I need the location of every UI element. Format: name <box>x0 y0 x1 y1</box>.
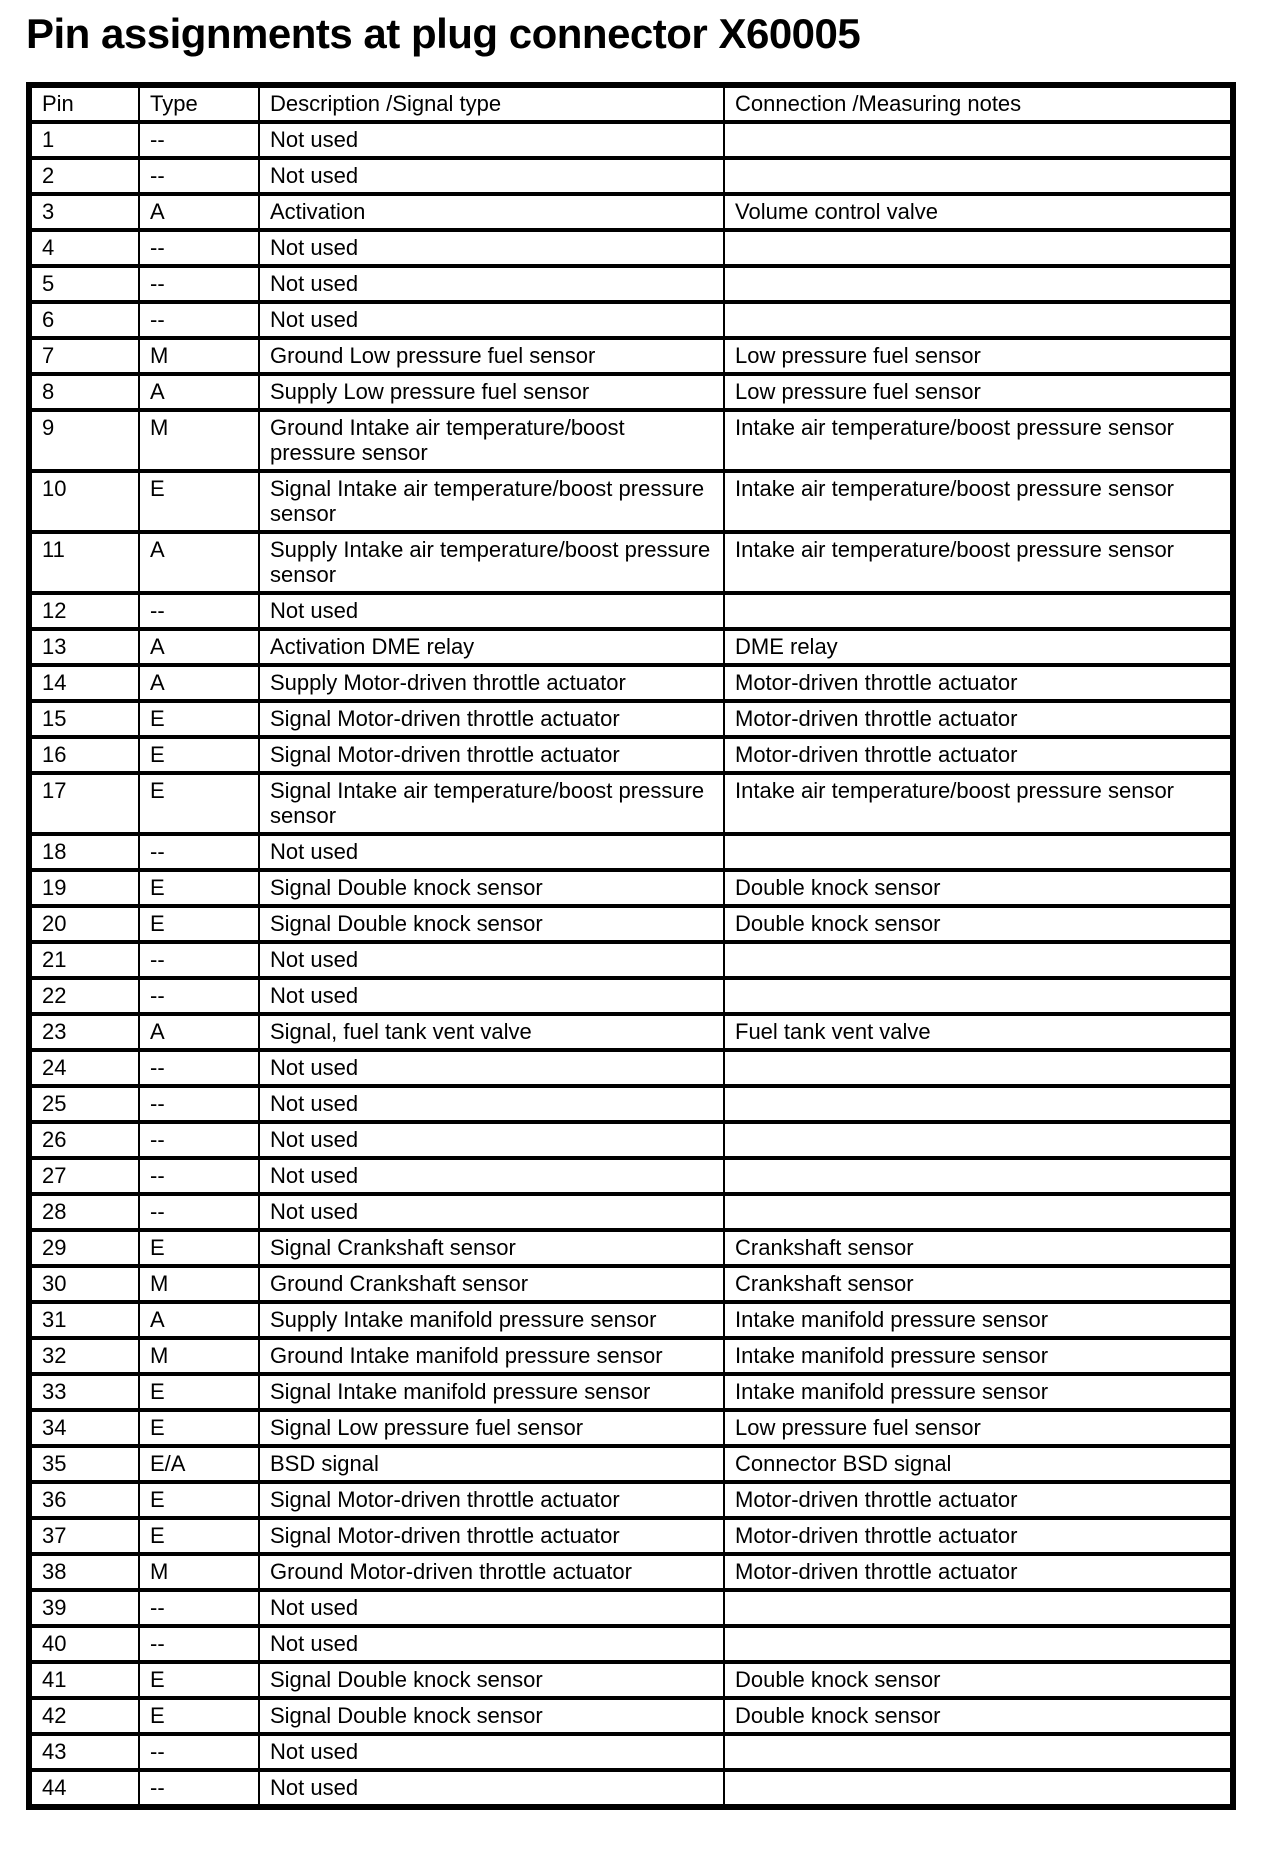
pin-cell: 8 <box>29 374 139 410</box>
pin-cell: 4 <box>29 230 139 266</box>
pin-cell: 7 <box>29 338 139 374</box>
type-cell: E <box>139 1410 259 1446</box>
table-row <box>29 1734 1233 1770</box>
table-row <box>29 1374 1233 1410</box>
description-cell: Not used <box>259 1050 724 1086</box>
table-row <box>29 773 1233 834</box>
description-cell: Signal Double knock sensor <box>259 870 724 906</box>
description-cell: Signal Motor-driven throttle actuator <box>259 1482 724 1518</box>
description-cell: Not used <box>259 266 724 302</box>
pin-cell: 38 <box>29 1554 139 1590</box>
type-cell: M <box>139 338 259 374</box>
table-row <box>29 532 1233 593</box>
connection-cell: Motor-driven throttle actuator <box>724 1482 1233 1518</box>
type-cell: -- <box>139 302 259 338</box>
type-cell: -- <box>139 593 259 629</box>
table-row <box>29 906 1233 942</box>
connection-cell: Motor-driven throttle actuator <box>724 1518 1233 1554</box>
type-cell: E <box>139 1230 259 1266</box>
pin-cell: 19 <box>29 870 139 906</box>
description-cell: Not used <box>259 230 724 266</box>
description-cell: Signal Motor-driven throttle actuator <box>259 701 724 737</box>
type-cell: A <box>139 629 259 665</box>
type-cell: -- <box>139 122 259 158</box>
pin-cell: 22 <box>29 978 139 1014</box>
connection-cell: Motor-driven throttle actuator <box>724 1554 1233 1590</box>
connection-cell <box>724 266 1233 302</box>
pin-cell: 14 <box>29 665 139 701</box>
type-cell: -- <box>139 942 259 978</box>
description-cell: BSD signal <box>259 1446 724 1482</box>
connection-cell: Double knock sensor <box>724 1662 1233 1698</box>
connection-cell: Motor-driven throttle actuator <box>724 665 1233 701</box>
connection-cell: Fuel tank vent valve <box>724 1014 1233 1050</box>
type-cell: A <box>139 532 259 593</box>
table-row <box>29 942 1233 978</box>
connection-cell <box>724 834 1233 870</box>
table-row <box>29 1266 1233 1302</box>
pin-cell: 30 <box>29 1266 139 1302</box>
description-cell: Not used <box>259 1734 724 1770</box>
column-header: Connection /Measuring notes <box>724 85 1233 122</box>
connection-cell <box>724 1194 1233 1230</box>
table-row <box>29 834 1233 870</box>
pin-cell: 28 <box>29 1194 139 1230</box>
type-cell: -- <box>139 1194 259 1230</box>
pin-cell: 42 <box>29 1698 139 1734</box>
pin-cell: 24 <box>29 1050 139 1086</box>
description-cell: Not used <box>259 1770 724 1807</box>
connection-cell: Intake air temperature/boost pressure sensor <box>724 471 1233 532</box>
type-cell: M <box>139 410 259 471</box>
connection-cell: Motor-driven throttle actuator <box>724 737 1233 773</box>
type-cell: E <box>139 701 259 737</box>
table-row <box>29 158 1233 194</box>
table-row <box>29 1518 1233 1554</box>
description-cell: Signal Double knock sensor <box>259 906 724 942</box>
connection-cell <box>724 978 1233 1014</box>
pin-cell: 11 <box>29 532 139 593</box>
table-row <box>29 593 1233 629</box>
connection-cell: Crankshaft sensor <box>724 1230 1233 1266</box>
pin-cell: 40 <box>29 1626 139 1662</box>
connection-cell <box>724 122 1233 158</box>
pin-cell: 43 <box>29 1734 139 1770</box>
table-row <box>29 1698 1233 1734</box>
type-cell: -- <box>139 1734 259 1770</box>
pin-cell: 27 <box>29 1158 139 1194</box>
type-cell: E <box>139 1662 259 1698</box>
description-cell: Supply Intake manifold pressure sensor <box>259 1302 724 1338</box>
connection-cell: Intake manifold pressure sensor <box>724 1302 1233 1338</box>
column-header: Description /Signal type <box>259 85 724 122</box>
connection-cell: Intake manifold pressure sensor <box>724 1374 1233 1410</box>
description-cell: Not used <box>259 122 724 158</box>
description-cell: Not used <box>259 1590 724 1626</box>
connection-cell <box>724 1626 1233 1662</box>
column-header: Type <box>139 85 259 122</box>
type-cell: A <box>139 1014 259 1050</box>
pin-cell: 39 <box>29 1590 139 1626</box>
connection-cell: Intake air temperature/boost pressure sensor <box>724 773 1233 834</box>
table-row <box>29 870 1233 906</box>
connection-cell <box>724 1590 1233 1626</box>
type-cell: -- <box>139 158 259 194</box>
connection-cell: Low pressure fuel sensor <box>724 1410 1233 1446</box>
connection-cell: Intake air temperature/boost pressure sensor <box>724 410 1233 471</box>
table-row <box>29 266 1233 302</box>
table-row <box>29 410 1233 471</box>
type-cell: -- <box>139 266 259 302</box>
description-cell: Not used <box>259 978 724 1014</box>
connection-cell: Crankshaft sensor <box>724 1266 1233 1302</box>
connection-cell: Low pressure fuel sensor <box>724 374 1233 410</box>
pin-cell: 18 <box>29 834 139 870</box>
table-row <box>29 629 1233 665</box>
connection-cell: Connector BSD signal <box>724 1446 1233 1482</box>
description-cell: Not used <box>259 942 724 978</box>
type-cell: A <box>139 194 259 230</box>
table-row <box>29 338 1233 374</box>
type-cell: E <box>139 1482 259 1518</box>
description-cell: Ground Intake air temperature/boost pressure sensor <box>259 410 724 471</box>
pin-cell: 32 <box>29 1338 139 1374</box>
pin-cell: 37 <box>29 1518 139 1554</box>
type-cell: -- <box>139 1626 259 1662</box>
column-header: Pin <box>29 85 139 122</box>
connection-cell <box>724 1086 1233 1122</box>
connection-cell <box>724 302 1233 338</box>
table-row <box>29 1086 1233 1122</box>
pin-cell: 29 <box>29 1230 139 1266</box>
pin-cell: 2 <box>29 158 139 194</box>
pin-assignment-table <box>26 82 1236 1810</box>
description-cell: Signal Crankshaft sensor <box>259 1230 724 1266</box>
type-cell: A <box>139 374 259 410</box>
description-cell: Signal Double knock sensor <box>259 1662 724 1698</box>
connection-cell: Double knock sensor <box>724 870 1233 906</box>
table-row <box>29 1302 1233 1338</box>
connection-cell: Intake manifold pressure sensor <box>724 1338 1233 1374</box>
table-body <box>29 122 1233 1807</box>
pin-cell: 5 <box>29 266 139 302</box>
pin-cell: 21 <box>29 942 139 978</box>
connection-cell <box>724 158 1233 194</box>
table-row <box>29 1122 1233 1158</box>
type-cell: E <box>139 773 259 834</box>
type-cell: A <box>139 1302 259 1338</box>
connection-cell <box>724 1770 1233 1807</box>
type-cell: E <box>139 1518 259 1554</box>
description-cell: Supply Low pressure fuel sensor <box>259 374 724 410</box>
pin-cell: 34 <box>29 1410 139 1446</box>
table-row <box>29 1158 1233 1194</box>
pin-cell: 1 <box>29 122 139 158</box>
table-row <box>29 302 1233 338</box>
table-row <box>29 1554 1233 1590</box>
connection-cell <box>724 942 1233 978</box>
description-cell: Ground Crankshaft sensor <box>259 1266 724 1302</box>
type-cell: -- <box>139 1770 259 1807</box>
description-cell: Signal Double knock sensor <box>259 1698 724 1734</box>
type-cell: -- <box>139 1050 259 1086</box>
description-cell: Signal Low pressure fuel sensor <box>259 1410 724 1446</box>
type-cell: -- <box>139 1122 259 1158</box>
type-cell: E <box>139 906 259 942</box>
type-cell: M <box>139 1338 259 1374</box>
pin-cell: 31 <box>29 1302 139 1338</box>
page-title: Pin assignments at plug connector X60005 <box>26 10 861 57</box>
connection-cell: Double knock sensor <box>724 906 1233 942</box>
table-row <box>29 1482 1233 1518</box>
table-row <box>29 737 1233 773</box>
table-row <box>29 122 1233 158</box>
pin-cell: 9 <box>29 410 139 471</box>
type-cell: A <box>139 665 259 701</box>
pin-cell: 33 <box>29 1374 139 1410</box>
connection-cell <box>724 230 1233 266</box>
connection-cell: DME relay <box>724 629 1233 665</box>
description-cell: Signal Intake air temperature/boost pressure sensor <box>259 471 724 532</box>
pin-cell: 3 <box>29 194 139 230</box>
table-row <box>29 1770 1233 1807</box>
table-row <box>29 1410 1233 1446</box>
table-row <box>29 374 1233 410</box>
description-cell: Not used <box>259 1194 724 1230</box>
table-row <box>29 471 1233 532</box>
type-cell: -- <box>139 1086 259 1122</box>
table-row <box>29 978 1233 1014</box>
type-cell: -- <box>139 978 259 1014</box>
pin-cell: 6 <box>29 302 139 338</box>
table-row <box>29 1446 1233 1482</box>
description-cell: Not used <box>259 302 724 338</box>
description-cell: Signal Intake manifold pressure sensor <box>259 1374 724 1410</box>
type-cell: E/A <box>139 1446 259 1482</box>
table-header-row <box>29 85 1233 122</box>
connection-cell <box>724 1734 1233 1770</box>
type-cell: E <box>139 870 259 906</box>
type-cell: -- <box>139 834 259 870</box>
description-cell: Signal Intake air temperature/boost pressure sensor <box>259 773 724 834</box>
table-row <box>29 1014 1233 1050</box>
table-row <box>29 1338 1233 1374</box>
description-cell: Not used <box>259 158 724 194</box>
type-cell: E <box>139 471 259 532</box>
type-cell: -- <box>139 1158 259 1194</box>
description-cell: Activation DME relay <box>259 629 724 665</box>
type-cell: E <box>139 1374 259 1410</box>
description-cell: Not used <box>259 1158 724 1194</box>
description-cell: Ground Motor-driven throttle actuator <box>259 1554 724 1590</box>
type-cell: -- <box>139 1590 259 1626</box>
table-row <box>29 1230 1233 1266</box>
pin-cell: 36 <box>29 1482 139 1518</box>
description-cell: Ground Intake manifold pressure sensor <box>259 1338 724 1374</box>
pin-cell: 13 <box>29 629 139 665</box>
type-cell: E <box>139 737 259 773</box>
description-cell: Signal, fuel tank vent valve <box>259 1014 724 1050</box>
pin-cell: 25 <box>29 1086 139 1122</box>
table-row <box>29 1194 1233 1230</box>
table-row <box>29 1050 1233 1086</box>
connection-cell <box>724 593 1233 629</box>
connection-cell <box>724 1158 1233 1194</box>
type-cell: M <box>139 1266 259 1302</box>
connection-cell: Low pressure fuel sensor <box>724 338 1233 374</box>
connection-cell: Intake air temperature/boost pressure sensor <box>724 532 1233 593</box>
description-cell: Signal Motor-driven throttle actuator <box>259 1518 724 1554</box>
pin-cell: 26 <box>29 1122 139 1158</box>
description-cell: Supply Motor-driven throttle actuator <box>259 665 724 701</box>
pin-cell: 44 <box>29 1770 139 1807</box>
connection-cell: Motor-driven throttle actuator <box>724 701 1233 737</box>
pin-cell: 41 <box>29 1662 139 1698</box>
description-cell: Ground Low pressure fuel sensor <box>259 338 724 374</box>
table-row <box>29 1662 1233 1698</box>
description-cell: Not used <box>259 834 724 870</box>
description-cell: Signal Motor-driven throttle actuator <box>259 737 724 773</box>
table-row <box>29 701 1233 737</box>
description-cell: Not used <box>259 593 724 629</box>
description-cell: Activation <box>259 194 724 230</box>
table-row <box>29 665 1233 701</box>
pin-cell: 23 <box>29 1014 139 1050</box>
pin-cell: 10 <box>29 471 139 532</box>
pin-cell: 20 <box>29 906 139 942</box>
connection-cell <box>724 1122 1233 1158</box>
description-cell: Not used <box>259 1122 724 1158</box>
pin-cell: 12 <box>29 593 139 629</box>
type-cell: M <box>139 1554 259 1590</box>
description-cell: Supply Intake air temperature/boost pressure sensor <box>259 532 724 593</box>
description-cell: Not used <box>259 1626 724 1662</box>
type-cell: E <box>139 1698 259 1734</box>
connection-cell: Volume control valve <box>724 194 1233 230</box>
pin-cell: 16 <box>29 737 139 773</box>
description-cell: Not used <box>259 1086 724 1122</box>
pin-cell: 15 <box>29 701 139 737</box>
connection-cell: Double knock sensor <box>724 1698 1233 1734</box>
pin-cell: 17 <box>29 773 139 834</box>
table-row <box>29 1626 1233 1662</box>
connection-cell <box>724 1050 1233 1086</box>
table-row <box>29 1590 1233 1626</box>
type-cell: -- <box>139 230 259 266</box>
pin-cell: 35 <box>29 1446 139 1482</box>
table-row <box>29 230 1233 266</box>
table-row <box>29 194 1233 230</box>
